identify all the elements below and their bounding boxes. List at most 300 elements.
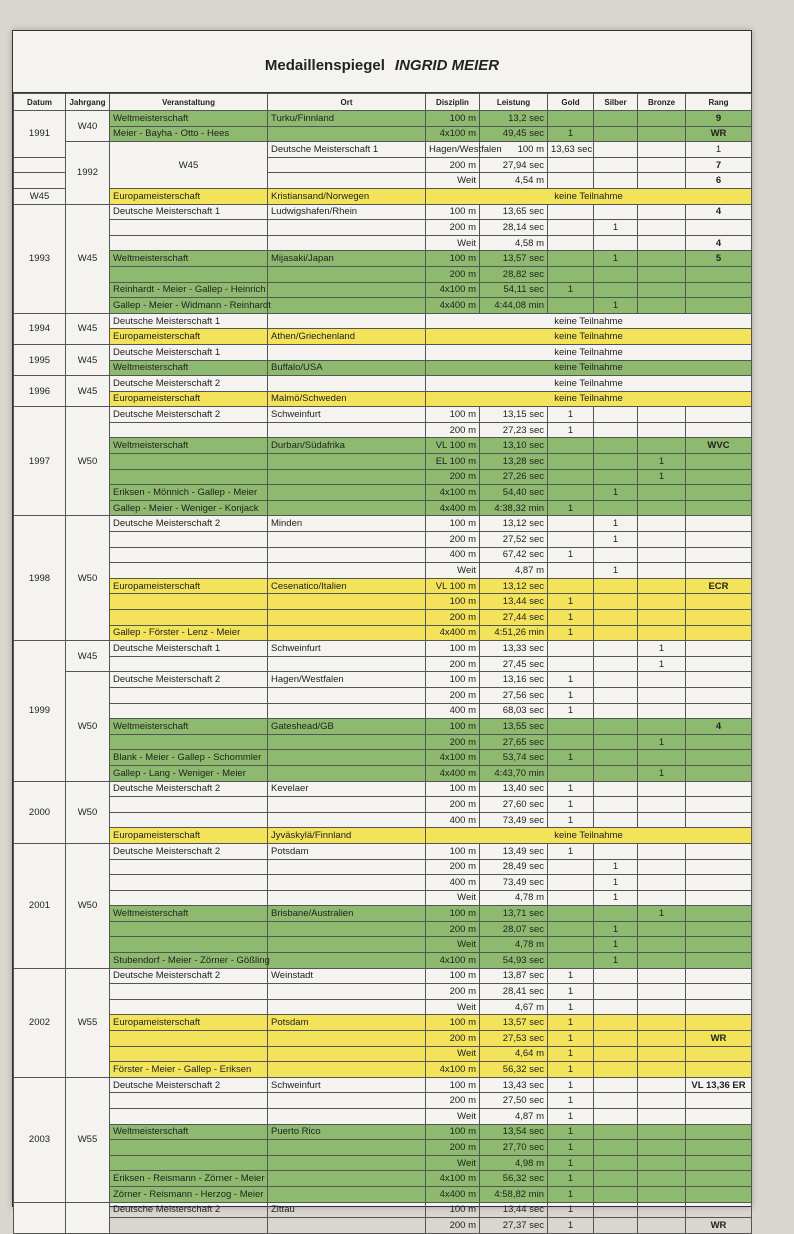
gold-cell: 1 [548, 1031, 594, 1047]
ort-cell [268, 422, 426, 438]
bronze-cell [638, 750, 686, 766]
table-row [14, 672, 752, 688]
ort-cell [268, 282, 426, 298]
gold-cell: 1 [548, 781, 594, 797]
leistung-cell: 13,12 sec [480, 578, 548, 594]
table-row [14, 578, 752, 594]
gold-cell: 1 [548, 999, 594, 1015]
table-row [14, 984, 752, 1000]
rang-cell [686, 1171, 752, 1187]
rang-cell [686, 937, 752, 953]
table-row [14, 1202, 752, 1218]
veranstaltung-cell [110, 1218, 268, 1234]
ort-cell: Gateshead/GB [268, 719, 426, 735]
disziplin-cell: VL 100 m [426, 438, 480, 454]
veranstaltung-cell: Deutsche Meisterschaft 2 [110, 672, 268, 688]
ort-cell: Minden [268, 516, 426, 532]
gold-cell [594, 142, 638, 158]
bronze-cell [638, 1031, 686, 1047]
gold-cell [548, 438, 594, 454]
gold-cell: 1 [548, 1077, 594, 1093]
silber-cell [594, 672, 638, 688]
rang-cell [686, 656, 752, 672]
leistung-cell: 27,44 sec [480, 610, 548, 626]
datum-cell: 1997 [14, 407, 66, 516]
gold-cell [548, 485, 594, 501]
disziplin-cell: 100 m [426, 594, 480, 610]
table-row [14, 1140, 752, 1156]
rang-cell [686, 797, 752, 813]
silber-cell [594, 1171, 638, 1187]
bronze-cell [638, 984, 686, 1000]
silber-cell [594, 578, 638, 594]
disziplin-cell: 100 m [426, 968, 480, 984]
silber-cell [594, 1093, 638, 1109]
ort-cell [268, 953, 426, 969]
bronze-cell [638, 797, 686, 813]
disziplin-cell: 100 m [426, 251, 480, 267]
leistung-cell: 68,03 sec [480, 703, 548, 719]
bronze-cell [638, 282, 686, 298]
bronze-cell: 1 [638, 454, 686, 470]
gold-cell: 1 [548, 407, 594, 423]
table-row [14, 142, 752, 158]
leistung-cell: 28,14 sec [480, 220, 548, 236]
disziplin-cell: 100 m [426, 781, 480, 797]
rang-cell [686, 422, 752, 438]
leistung-cell: 4:44,08 min [480, 298, 548, 314]
bronze-cell [638, 1171, 686, 1187]
note-cell: keine Teilnahme [426, 360, 752, 376]
leistung-cell: 28,07 sec [480, 921, 548, 937]
col-header-gold: Gold [548, 94, 594, 111]
gold-cell: 1 [548, 1186, 594, 1202]
bronze-cell [638, 1046, 686, 1062]
table-row [14, 1155, 752, 1171]
gold-cell [548, 532, 594, 548]
bronze-cell [638, 485, 686, 501]
table-row [14, 734, 752, 750]
ort-cell: Mijasaki/Japan [268, 251, 426, 267]
leistung-cell: 4,87 m [480, 563, 548, 579]
ort-cell [268, 797, 426, 813]
ort-cell [268, 298, 426, 314]
note-cell: keine Teilnahme [426, 376, 752, 392]
silber-cell [594, 594, 638, 610]
gold-cell [548, 111, 594, 127]
silber-cell [594, 797, 638, 813]
silber-cell [594, 407, 638, 423]
header-row [14, 94, 752, 111]
bronze-cell [638, 157, 686, 173]
veranstaltung-cell [110, 1109, 268, 1125]
rang-cell [686, 610, 752, 626]
datum-cell: 1992 [66, 142, 110, 204]
bronze-cell [638, 890, 686, 906]
table-row [14, 594, 752, 610]
disziplin-cell: 4x100 m [426, 953, 480, 969]
table-row [14, 953, 752, 969]
jahrgang-cell: W45 [66, 204, 110, 313]
disziplin-cell: 100 m [426, 111, 480, 127]
disziplin-cell: 200 m [426, 1031, 480, 1047]
leistung-cell: 13,55 sec [480, 719, 548, 735]
gold-cell [548, 906, 594, 922]
jahrgang-cell: W50 [66, 516, 110, 641]
veranstaltung-cell [110, 937, 268, 953]
leistung-cell: 4,98 m [480, 1155, 548, 1171]
leistung-cell: 13,87 sec [480, 968, 548, 984]
veranstaltung-cell [110, 532, 268, 548]
rang-cell [686, 407, 752, 423]
veranstaltung-cell: Weltmeisterschaft [110, 906, 268, 922]
table-row [14, 251, 752, 267]
rang-cell [686, 1093, 752, 1109]
leistung-cell: 13,43 sec [480, 1077, 548, 1093]
gold-cell: 1 [548, 282, 594, 298]
ort-cell [268, 765, 426, 781]
leistung-cell: 27,52 sec [480, 532, 548, 548]
table-row [14, 921, 752, 937]
bronze-cell [638, 422, 686, 438]
veranstaltung-cell: Weltmeisterschaft [110, 719, 268, 735]
table-row [14, 360, 752, 376]
veranstaltung-cell [110, 890, 268, 906]
rang-cell [686, 266, 752, 282]
table-row [14, 999, 752, 1015]
table-row [14, 563, 752, 579]
table-row [14, 828, 752, 844]
table-row [14, 422, 752, 438]
veranstaltung-cell [110, 1031, 268, 1047]
ort-cell [268, 687, 426, 703]
leistung-cell: 4,54 m [480, 173, 548, 189]
table-row [14, 656, 752, 672]
silber-cell [594, 687, 638, 703]
gold-cell: 1 [548, 797, 594, 813]
table-row [14, 188, 752, 204]
silber-cell [594, 734, 638, 750]
bronze-cell [638, 547, 686, 563]
silber-cell [594, 1109, 638, 1125]
silber-cell: 1 [594, 298, 638, 314]
leistung-cell: 4:58,82 min [480, 1186, 548, 1202]
ort-cell [268, 1155, 426, 1171]
jahrgang-cell [66, 1202, 110, 1233]
gold-cell [548, 578, 594, 594]
leistung-cell: 28,49 sec [480, 859, 548, 875]
disziplin-cell: 200 m [426, 220, 480, 236]
ort-cell [268, 1062, 426, 1078]
table-row [14, 750, 752, 766]
disziplin-cell: 4x100 m [426, 1062, 480, 1078]
rang-cell [686, 563, 752, 579]
medal-sheet [12, 30, 752, 1231]
disziplin-cell: Weit [426, 1046, 480, 1062]
leistung-cell: 4:51,26 min [480, 625, 548, 641]
bronze-cell [638, 1015, 686, 1031]
gold-cell [548, 719, 594, 735]
disziplin-cell: Weit [426, 173, 480, 189]
datum-cell: 1995 [14, 344, 66, 375]
ort-cell [268, 890, 426, 906]
bronze-cell [638, 563, 686, 579]
ort-cell [268, 937, 426, 953]
gold-cell [548, 173, 594, 189]
leistung-cell: 13,63 sec [548, 142, 594, 158]
bronze-cell: 1 [686, 142, 752, 158]
table-row [14, 843, 752, 859]
col-header-veranstaltung: Veranstaltung [110, 94, 268, 111]
ort-cell [268, 454, 426, 470]
disziplin-cell: 4x100 m [426, 750, 480, 766]
datum-cell: 1996 [14, 376, 66, 407]
rang-cell: 4 [686, 719, 752, 735]
table-row [14, 1124, 752, 1140]
table-row [14, 906, 752, 922]
rang-cell: WR [686, 1031, 752, 1047]
leistung-cell: 27,60 sec [480, 797, 548, 813]
gold-cell [548, 656, 594, 672]
bronze-cell: 1 [638, 469, 686, 485]
title-text: Medaillenspiegel [264, 57, 385, 74]
veranstaltung-cell: Blank - Meier - Gallep - Schommler [110, 750, 268, 766]
veranstaltung-cell [110, 563, 268, 579]
datum-cell: 1999 [14, 641, 66, 781]
veranstaltung-cell [110, 454, 268, 470]
bronze-cell: 1 [638, 656, 686, 672]
leistung-cell: 13,12 sec [480, 516, 548, 532]
bronze-cell [638, 625, 686, 641]
gold-cell [548, 734, 594, 750]
ort-cell [268, 875, 426, 891]
leistung-cell: 73,49 sec [480, 875, 548, 891]
table-row [14, 220, 752, 236]
veranstaltung-cell [110, 1093, 268, 1109]
veranstaltung-cell [110, 594, 268, 610]
gold-cell: 1 [548, 610, 594, 626]
jahrgang-cell: W45 [66, 641, 110, 672]
ort-cell: Durban/Südafrika [268, 438, 426, 454]
veranstaltung-cell: Deutsche Meisterschaft 2 [110, 516, 268, 532]
bronze-cell [638, 1109, 686, 1125]
bronze-cell [638, 126, 686, 142]
veranstaltung-cell: Europameisterschaft [110, 188, 268, 204]
veranstaltung-cell: Deutsche Meisterschaft 2 [110, 781, 268, 797]
note-cell: keine Teilnahme [426, 313, 752, 329]
disziplin-cell: 200 m [426, 157, 480, 173]
disziplin-cell: 200 m [426, 859, 480, 875]
leistung-cell: 27,53 sec [480, 1031, 548, 1047]
veranstaltung-cell [110, 703, 268, 719]
ort-cell: Kristiansand/Norwegen [268, 188, 426, 204]
veranstaltung-cell: Stubendorf - Meier - Zörner - Gößling [110, 953, 268, 969]
disziplin-cell: EL 100 m [426, 454, 480, 470]
ort-cell [268, 594, 426, 610]
veranstaltung-cell: Deutsche Meisterschaft 2 [110, 376, 268, 392]
disziplin-cell: 100 m [426, 407, 480, 423]
veranstaltung-cell: Eriksen - Reismann - Zörner - Meier [110, 1171, 268, 1187]
disziplin-cell: Weit [426, 563, 480, 579]
jahrgang-cell: W50 [66, 407, 110, 516]
disziplin-cell: 100 m [426, 906, 480, 922]
datum-cell: 1994 [14, 313, 66, 344]
table-row [14, 391, 752, 407]
bronze-cell [638, 532, 686, 548]
gold-cell: 1 [548, 672, 594, 688]
ort-cell: Kevelaer [268, 781, 426, 797]
rang-cell [686, 875, 752, 891]
ort-cell [268, 1046, 426, 1062]
rang-cell [686, 641, 752, 657]
veranstaltung-cell [110, 547, 268, 563]
ort-cell [268, 1093, 426, 1109]
col-header-rang: Rang [686, 94, 752, 111]
rang-cell [686, 843, 752, 859]
rang-cell: WVC [686, 438, 752, 454]
table-row [14, 1077, 752, 1093]
disziplin-cell: 100 m [426, 1015, 480, 1031]
gold-cell [548, 266, 594, 282]
gold-cell: 1 [548, 1155, 594, 1171]
ort-cell [268, 1109, 426, 1125]
datum-cell: 1998 [14, 516, 66, 641]
disziplin-cell: Weit [426, 937, 480, 953]
veranstaltung-cell: Deutsche Meisterschaft 1 [110, 204, 268, 220]
gold-cell: 1 [548, 968, 594, 984]
veranstaltung-cell: Förster - Meier - Gallep - Eriksen [110, 1062, 268, 1078]
gold-cell: 1 [548, 1124, 594, 1140]
leistung-cell: 4:38,32 min [480, 500, 548, 516]
silber-cell [594, 765, 638, 781]
disziplin-cell: 4x400 m [426, 500, 480, 516]
ort-cell [268, 532, 426, 548]
leistung-cell: 13,40 sec [480, 781, 548, 797]
gold-cell [548, 563, 594, 579]
rang-cell [686, 454, 752, 470]
rang-cell [686, 812, 752, 828]
rang-cell [686, 1109, 752, 1125]
gold-cell: 1 [548, 1015, 594, 1031]
silber-cell: 1 [594, 859, 638, 875]
gold-cell [548, 157, 594, 173]
ort-cell: Hagen/Westfalen [268, 672, 426, 688]
leistung-cell: 4,67 m [480, 999, 548, 1015]
leistung-cell: 27,94 sec [480, 157, 548, 173]
table-row [14, 298, 752, 314]
rang-cell [686, 781, 752, 797]
leistung-cell: 13,57 sec [480, 251, 548, 267]
datum-cell: 2001 [14, 843, 66, 968]
leistung-cell: 49,45 sec [480, 126, 548, 142]
rang-cell [686, 1186, 752, 1202]
leistung-cell: 13,71 sec [480, 906, 548, 922]
silber-cell [594, 1140, 638, 1156]
ort-cell [268, 734, 426, 750]
bronze-cell [638, 875, 686, 891]
veranstaltung-cell [110, 859, 268, 875]
disziplin-cell: 4x400 m [426, 298, 480, 314]
disziplin-cell: 200 m [426, 921, 480, 937]
bronze-cell [638, 1124, 686, 1140]
bronze-cell [638, 921, 686, 937]
silber-cell [594, 422, 638, 438]
disziplin-cell: 4x400 m [426, 625, 480, 641]
rang-cell [686, 298, 752, 314]
leistung-cell: 13,57 sec [480, 1015, 548, 1031]
disziplin-cell: 200 m [426, 656, 480, 672]
veranstaltung-cell: Deutsche Meisterschaft 1 [110, 344, 268, 360]
disziplin-cell: 400 m [426, 812, 480, 828]
gold-cell: 1 [548, 594, 594, 610]
disziplin-cell: 400 m [426, 703, 480, 719]
jahrgang-cell: W50 [66, 843, 110, 968]
leistung-cell: 67,42 sec [480, 547, 548, 563]
table-row [14, 1171, 752, 1187]
leistung-cell: 27,37 sec [480, 1218, 548, 1234]
bronze-cell [638, 610, 686, 626]
silber-cell [594, 719, 638, 735]
ort-cell: Malmö/Schweden [268, 391, 426, 407]
table-row [14, 781, 752, 797]
bronze-cell [638, 111, 686, 127]
gold-cell: 1 [548, 843, 594, 859]
leistung-cell: 4,58 m [480, 235, 548, 251]
leistung-cell: 56,32 sec [480, 1062, 548, 1078]
disziplin-cell: Weit [426, 890, 480, 906]
rang-cell [686, 500, 752, 516]
silber-cell [594, 1155, 638, 1171]
rang-cell [686, 999, 752, 1015]
veranstaltung-cell: Zörner - Reismann - Herzog - Meier [110, 1186, 268, 1202]
leistung-cell: 13,33 sec [480, 641, 548, 657]
leistung-cell: 13,15 sec [480, 407, 548, 423]
silber-cell [594, 1046, 638, 1062]
rang-cell: WR [686, 126, 752, 142]
table-row [14, 687, 752, 703]
ort-cell: Brisbane/Australien [268, 906, 426, 922]
table-row [14, 1031, 752, 1047]
leistung-cell: 27,23 sec [480, 422, 548, 438]
jahrgang-cell: W45 [14, 188, 66, 204]
datum-cell: 1991 [14, 111, 66, 158]
bronze-cell [638, 516, 686, 532]
rang-cell: ECR [686, 578, 752, 594]
leistung-cell: 54,93 sec [480, 953, 548, 969]
disziplin-cell: 200 m [426, 532, 480, 548]
ort-cell: Potsdam [268, 1015, 426, 1031]
table-row [14, 1218, 752, 1234]
rang-cell [686, 890, 752, 906]
gold-cell [548, 235, 594, 251]
col-header-bronze: Bronze [638, 94, 686, 111]
disziplin-cell: 100 m [426, 1202, 480, 1218]
table-row [14, 500, 752, 516]
silber-cell [594, 454, 638, 470]
veranstaltung-cell [110, 266, 268, 282]
veranstaltung-cell: Eriksen - Mönnich - Gallep - Meier [110, 485, 268, 501]
veranstaltung-cell: Reinhardt - Meier - Gallep - Heinrich [110, 282, 268, 298]
gold-cell [548, 890, 594, 906]
rang-cell [686, 765, 752, 781]
disziplin-cell: 4x100 m [426, 282, 480, 298]
rang-cell [686, 1140, 752, 1156]
silber-cell [594, 235, 638, 251]
rang-cell: WR [686, 1218, 752, 1234]
gold-cell [548, 204, 594, 220]
table-row [14, 469, 752, 485]
table-row [14, 454, 752, 470]
